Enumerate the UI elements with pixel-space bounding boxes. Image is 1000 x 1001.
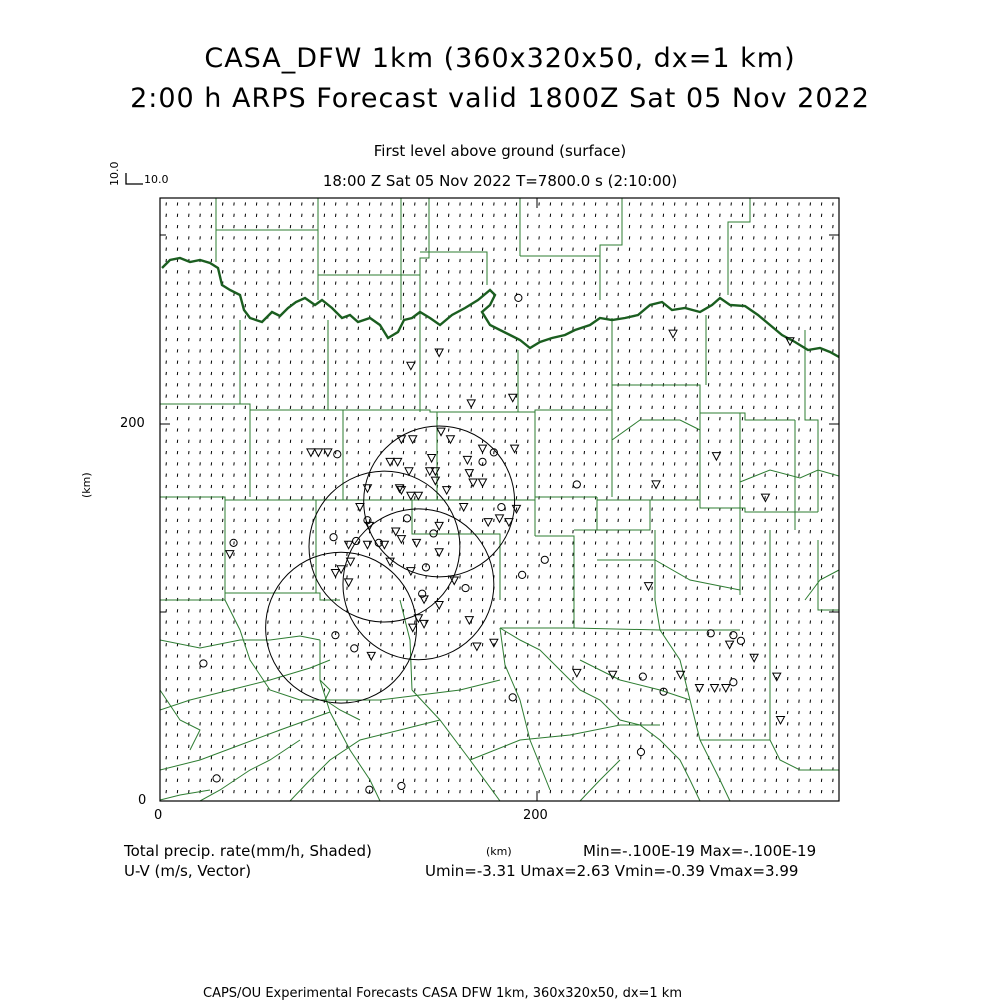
- station-circle: [730, 679, 737, 686]
- station-triangle: [777, 716, 785, 724]
- station-circle: [200, 660, 207, 667]
- station-circle: [515, 294, 522, 301]
- station-circle: [730, 632, 737, 639]
- station-triangle: [307, 449, 315, 457]
- ref-vector-vertical-label: 10.0: [108, 162, 121, 187]
- station-triangle: [420, 620, 428, 628]
- radar-rings: [266, 426, 515, 703]
- station-triangle: [345, 579, 353, 587]
- station-triangle: [465, 470, 473, 478]
- station-triangle: [573, 669, 581, 677]
- station-triangle: [428, 455, 436, 463]
- wind-field-range: Umin=-3.31 Umax=2.63 Vmin=-0.39 Vmax=3.99: [425, 862, 798, 880]
- station-triangle: [392, 528, 400, 536]
- station-triangle: [465, 617, 473, 625]
- station-circle: [737, 637, 744, 644]
- station-triangle: [463, 456, 471, 464]
- station-circle: [639, 673, 646, 680]
- forecast-subtitle: 2:00 h ARPS Forecast valid 1800Z Sat 05 Nov 2022: [0, 83, 1000, 114]
- station-triangle: [496, 515, 504, 523]
- radar-ring: [266, 552, 417, 703]
- y-tick-0: 0: [138, 793, 146, 808]
- station-circle: [351, 645, 358, 652]
- station-triangle: [363, 541, 371, 549]
- station-triangle: [652, 481, 660, 489]
- station-triangle: [226, 551, 234, 559]
- station-triangle: [469, 479, 477, 487]
- station-triangle: [431, 477, 439, 485]
- valid-time-label: 18:00 Z Sat 05 Nov 2022 T=7800.0 s (2:10:00): [0, 172, 1000, 190]
- station-triangle: [722, 684, 730, 692]
- station-triangle: [645, 583, 653, 591]
- station-triangle: [484, 519, 492, 527]
- state-border: [162, 258, 839, 357]
- station-triangle: [324, 449, 332, 457]
- station-triangle: [407, 492, 415, 500]
- station-triangle: [409, 436, 417, 444]
- station-triangle: [386, 458, 394, 466]
- y-axis-label: (km): [80, 472, 93, 498]
- station-triangle: [356, 504, 364, 512]
- station-triangle: [345, 541, 353, 549]
- station-circle: [330, 534, 337, 541]
- station-circle: [213, 775, 220, 782]
- y-tick-200: 200: [120, 416, 145, 431]
- station-triangle: [726, 641, 734, 649]
- map-title: CASA_DFW 1km (360x320x50, dx=1 km): [0, 43, 1000, 74]
- station-triangle: [435, 349, 443, 357]
- station-triangle: [460, 504, 468, 512]
- station-circle: [403, 515, 410, 522]
- station-triangle: [669, 330, 677, 338]
- credit-line: CAPS/OU Experimental Forecasts CASA DFW 1km, 360x320x50, dx=1 km: [203, 986, 682, 1001]
- x-tick-200: 200: [523, 808, 548, 823]
- x-axis-label: (km): [486, 845, 512, 858]
- precip-field-label: Total precip. rate(mm/h, Shaded): [124, 842, 372, 860]
- station-triangle: [437, 428, 445, 436]
- station-triangle: [414, 492, 422, 500]
- station-circle: [637, 748, 644, 755]
- wind-field-label: U-V (m/s, Vector): [124, 862, 251, 880]
- station-circle: [519, 571, 526, 578]
- station-triangle: [509, 394, 517, 402]
- station-triangle: [473, 643, 481, 651]
- station-triangle: [712, 453, 720, 461]
- observation-stations: [200, 294, 794, 793]
- level-label: First level above ground (surface): [0, 142, 1000, 160]
- station-triangle: [367, 652, 375, 660]
- station-triangle: [435, 549, 443, 557]
- station-circle: [430, 530, 437, 537]
- station-triangle: [397, 536, 405, 544]
- station-circle: [334, 451, 341, 458]
- station-circle: [498, 503, 505, 510]
- station-triangle: [511, 445, 519, 453]
- station-triangle: [443, 487, 451, 495]
- station-circle: [462, 584, 469, 591]
- station-circle: [509, 694, 516, 701]
- radar-ring: [364, 426, 515, 577]
- station-circle: [573, 481, 580, 488]
- station-triangle: [409, 624, 417, 632]
- station-triangle: [695, 684, 703, 692]
- station-triangle: [394, 458, 402, 466]
- station-triangle: [711, 684, 719, 692]
- wind-vectors: [166, 202, 833, 793]
- reference-vector: [126, 173, 143, 184]
- station-circle: [398, 782, 405, 789]
- station-triangle: [413, 539, 421, 547]
- station-triangle: [314, 449, 322, 457]
- station-triangle: [407, 362, 415, 370]
- station-triangle: [435, 602, 443, 610]
- x-tick-0: 0: [154, 808, 162, 823]
- station-circle: [541, 556, 548, 563]
- station-triangle: [397, 436, 405, 444]
- precip-field-range: Min=-.100E-19 Max=-.100E-19: [583, 842, 816, 860]
- station-triangle: [446, 436, 454, 444]
- county-boundaries: [160, 198, 839, 801]
- station-triangle: [435, 522, 443, 530]
- ref-vector-horizontal-label: 10.0: [144, 173, 169, 186]
